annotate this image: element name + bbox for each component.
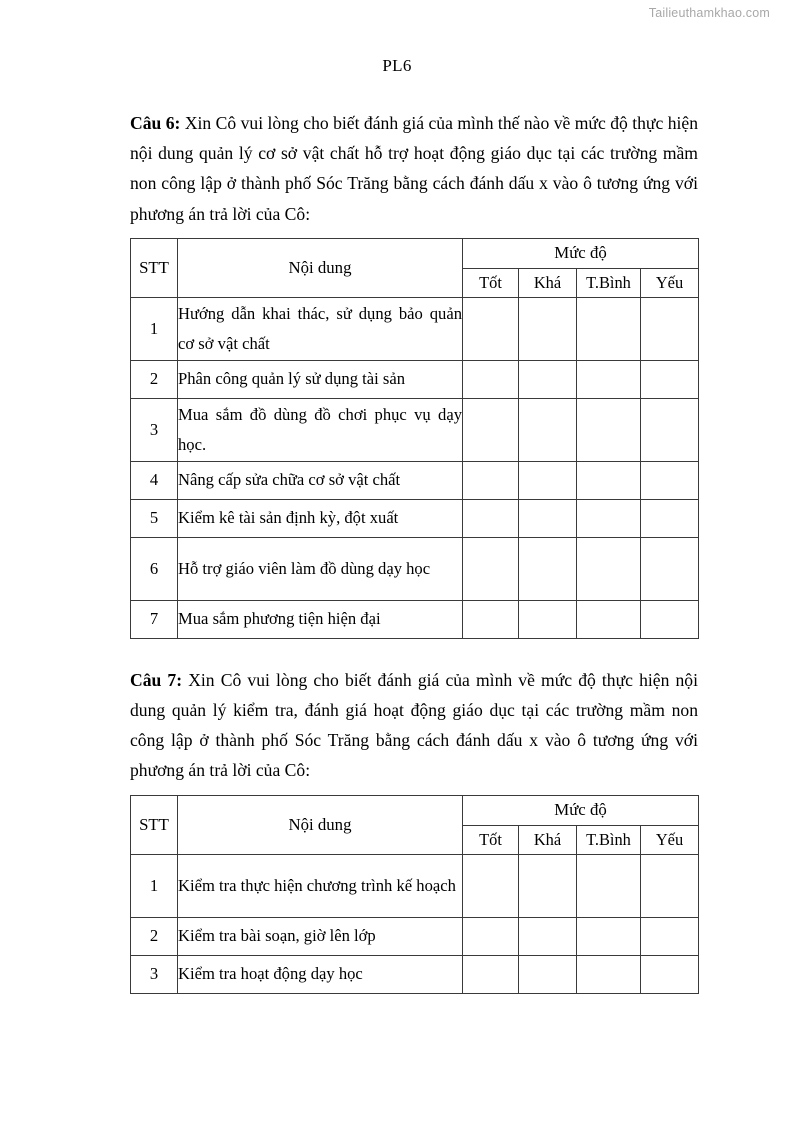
table-row: [131, 461, 699, 499]
table-row: [131, 917, 699, 955]
checkbox-cell-tot[interactable]: [463, 297, 519, 360]
cell-noidung: Kiểm tra hoạt động dạy học: [178, 955, 463, 993]
column-header-noidung: Nội dung: [178, 795, 463, 854]
column-header-tot: Tốt: [463, 268, 519, 297]
checkbox-cell-kha[interactable]: [519, 398, 577, 461]
checkbox-cell-kha[interactable]: [519, 499, 577, 537]
question-label-7: Câu 7:: [130, 669, 183, 690]
table-header-row-top: [131, 238, 699, 268]
cell-stt: 4: [131, 461, 178, 499]
checkbox-cell-tbinh[interactable]: [577, 297, 641, 360]
table-row: [131, 297, 699, 360]
cell-noidung: Mua sắm phương tiện hiện đại: [178, 600, 463, 638]
checkbox-cell-tot[interactable]: [463, 360, 519, 398]
checkbox-cell-tbinh[interactable]: [577, 461, 641, 499]
column-header-kha: Khá: [519, 268, 577, 297]
checkbox-cell-yeu[interactable]: [641, 917, 699, 955]
column-header-tot: Tốt: [463, 825, 519, 854]
checkbox-cell-tbinh[interactable]: [577, 917, 641, 955]
checkbox-cell-tot[interactable]: [463, 499, 519, 537]
cell-noidung: Kiểm tra thực hiện chương trình kế hoạch: [178, 854, 463, 917]
checkbox-cell-tot[interactable]: [463, 955, 519, 993]
checkbox-cell-tbinh[interactable]: [577, 600, 641, 638]
cell-noidung: Nâng cấp sửa chữa cơ sở vật chất: [178, 461, 463, 499]
question-text-6: Xin Cô vui lòng cho biết đánh giá của mình thế nào về mức độ thực hiện nội dung quản lý cơ sở vật chất hỗ trợ hoạt động giáo dục tại các trường mầm non công lập ở thành phố Sóc Trăng bằng cách đánh dấu x vào ô tương ứng với phương án trả lời của Cô:: [130, 113, 699, 224]
checkbox-cell-tot[interactable]: [463, 398, 519, 461]
document-content: [130, 108, 698, 994]
column-header-kha: Khá: [519, 825, 577, 854]
table-row: [131, 398, 699, 461]
checkbox-cell-kha[interactable]: [519, 461, 577, 499]
column-header-stt: STT: [131, 238, 178, 297]
cell-noidung: Kiểm tra bài soạn, giờ lên lớp: [178, 917, 463, 955]
checkbox-cell-kha[interactable]: [519, 917, 577, 955]
cell-stt: 2: [131, 360, 178, 398]
checkbox-cell-kha[interactable]: [519, 537, 577, 600]
column-header-stt: STT: [131, 795, 178, 854]
checkbox-cell-kha[interactable]: [519, 360, 577, 398]
column-header-mucdo: Mức độ: [463, 795, 699, 825]
site-watermark: Tailieuthamkhao.com: [648, 6, 770, 20]
checkbox-cell-yeu[interactable]: [641, 537, 699, 600]
table-row: [131, 955, 699, 993]
checkbox-cell-yeu[interactable]: [641, 499, 699, 537]
checkbox-cell-kha[interactable]: [519, 955, 577, 993]
question-paragraph-7: [130, 665, 698, 786]
table-row: [131, 499, 699, 537]
cell-stt: 2: [131, 917, 178, 955]
question-label-6: Câu 6:: [130, 113, 181, 133]
column-header-mucdo: Mức độ: [463, 238, 699, 268]
checkbox-cell-yeu[interactable]: [641, 461, 699, 499]
checkbox-cell-tot[interactable]: [463, 854, 519, 917]
cell-stt: 1: [131, 297, 178, 360]
column-header-tbinh: T.Bình: [577, 268, 641, 297]
table-header-row-top: [131, 795, 699, 825]
checkbox-cell-yeu[interactable]: [641, 360, 699, 398]
column-header-noidung: Nội dung: [178, 238, 463, 297]
cell-stt: 7: [131, 600, 178, 638]
checkbox-cell-yeu[interactable]: [641, 854, 699, 917]
cell-noidung: Mua sắm đồ dùng đồ chơi phục vụ dạy học.: [178, 398, 463, 461]
column-header-tbinh: T.Bình: [577, 825, 641, 854]
checkbox-cell-yeu[interactable]: [641, 600, 699, 638]
checkbox-cell-tot[interactable]: [463, 917, 519, 955]
checkbox-cell-yeu[interactable]: [641, 955, 699, 993]
cell-stt: 5: [131, 499, 178, 537]
cell-noidung: Hỗ trợ giáo viên làm đồ dùng dạy học: [178, 537, 463, 600]
cell-noidung: Hướng dẫn khai thác, sử dụng bảo quản cơ sở vật chất: [178, 297, 463, 360]
checkbox-cell-tot[interactable]: [463, 461, 519, 499]
cell-stt: 6: [131, 537, 178, 600]
table-row: [131, 360, 699, 398]
checkbox-cell-kha[interactable]: [519, 854, 577, 917]
column-header-yeu: Yếu: [641, 268, 699, 297]
table-row: [131, 600, 699, 638]
checkbox-cell-tbinh[interactable]: [577, 537, 641, 600]
question-text-7: Xin Cô vui lòng cho biết đánh giá của mình về mức độ thực hiện nội dung quản lý kiểm tra, đánh giá hoạt động giáo dục tại các trường mầm non công lập ở thành phố Sóc Trăng bằng cách đánh dấu x vào ô tương ứng với phương án trả lời của Cô:: [130, 669, 698, 781]
cell-stt: 3: [131, 398, 178, 461]
cell-stt: 3: [131, 955, 178, 993]
survey-table-6: [130, 238, 699, 639]
checkbox-cell-yeu[interactable]: [641, 297, 699, 360]
checkbox-cell-tbinh[interactable]: [577, 854, 641, 917]
page-header: PL6: [382, 56, 412, 75]
checkbox-cell-tot[interactable]: [463, 537, 519, 600]
checkbox-cell-yeu[interactable]: [641, 398, 699, 461]
checkbox-cell-tbinh[interactable]: [577, 398, 641, 461]
cell-noidung: Phân công quản lý sử dụng tài sản: [178, 360, 463, 398]
cell-stt: 1: [131, 854, 178, 917]
question-paragraph-6: [130, 108, 698, 229]
checkbox-cell-tbinh[interactable]: [577, 360, 641, 398]
checkbox-cell-tot[interactable]: [463, 600, 519, 638]
survey-table-7: [130, 795, 699, 994]
table-row: [131, 537, 699, 600]
checkbox-cell-tbinh[interactable]: [577, 499, 641, 537]
cell-noidung: Kiểm kê tài sản định kỳ, đột xuất: [178, 499, 463, 537]
table-row: [131, 854, 699, 917]
column-header-yeu: Yếu: [641, 825, 699, 854]
checkbox-cell-tbinh[interactable]: [577, 955, 641, 993]
checkbox-cell-kha[interactable]: [519, 297, 577, 360]
checkbox-cell-kha[interactable]: [519, 600, 577, 638]
